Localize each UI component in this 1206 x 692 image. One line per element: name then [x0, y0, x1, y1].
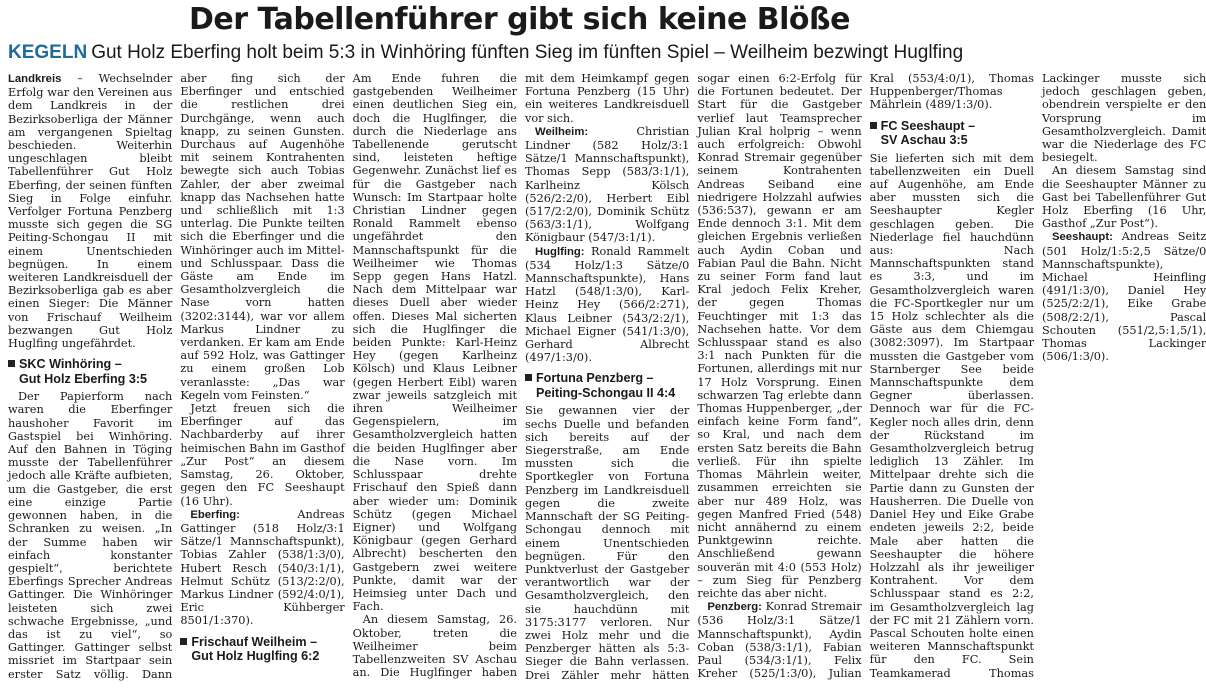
section-heading-line1: Fortuna Penzberg – [535, 371, 654, 386]
square-bullet-icon [8, 360, 15, 367]
section-heading-winhoering [8, 357, 172, 386]
section-heading-line1: Frischauf Weilheim – [191, 634, 318, 649]
results-weilheim [525, 125, 689, 245]
section-heading-line2: Gut Holz Eberfing 3:5 [19, 371, 148, 386]
results-huglfing [525, 245, 689, 365]
square-bullet-icon [525, 374, 532, 381]
results-label: Weilheim: [534, 125, 589, 138]
paragraph: Jetzt freuen sich die Eberfinger auf das Nachbarderby auf ihrer heimischen Bahn im Gasthof „Zur Post“ an diesem Samstag, 26. Oktober, gegen den FC Seeshaupt (16 Uhr). [180, 402, 345, 508]
paragraph: Am Ende fuhren die gastgebenden Weilheimer einen deutlichen Sieg ein, doch die Huglfinger, die durch die Niederlage ans Tabellenende gerutscht sind, leisteten heftige Gegenwehr. Zunächst lief es für die Gastgeber nach Wunsch: Im Startpaar holte Christian Lindner gegen Ronald Rammelt ebenso ungefährdet den Mannschaftspunkt für die Weilheimer wie Thomas Sepp gegen Hans Hatzl. Nach dem Mittelpaar war dieses Duell aber wieder offen. Dieses Mal sicherten sich die Huglfinger die beiden Punkte: Karl-Heinz Hey (gegen Karlheinz Kölsch) und Klaus Leibner (gegen Herbert Eibl) waren zwar jeweils satzgleich mit ihren Weilheimer Gegenspielern, im Gesamtholzvergleich hatten die beiden Huglfinger aber die Nase vorn. Im Schlusspaar drehte Frischauf den Spieß dann aber wieder um: Dominik Schütz (gegen Michael Eigner) und Wolfgang Königbaur (gegen Gerhard Albrecht) bescherten den Gastgebern zwei weitere Punkte, damit war der Heimsieg unter Dach und Fach. [352, 72, 517, 614]
article-columns [8, 72, 1206, 690]
kicker-kegeln: KEGELN [8, 42, 88, 63]
dateline: Landkreis [8, 73, 62, 85]
results-text: Andreas Gattinger (518 Holz/3:1 Sätze/1 Mannschaftspunkt), Tobias Zahler (538/1:3/0), Hubert Resch (540/3:1/1), Helmut Schütz (513/2:2/0), Markus Lindner (592/4:0/1), Eric Kühberger 8501/1:370). [180, 507, 345, 628]
paragraph: An diesem Samstag, 26. Oktober, treten die Weilheimer beim Tabellenzweiten SV Aschau an. Die Huglfinger haben mit dem Heimkampf gegen Fortuna Penzberg (15 Uhr) ein weiteres Landkreisduell vor sich. [352, 72, 690, 680]
section-heading-line1: SKC Winhöring – [19, 357, 122, 372]
intro-text: – Wechselnder Erfolg war den Vereinen aus dem Landkreis in der Bezirksoberliga der Männer am vergangenen Spieltag beschieden. Weiterhin ungeschlagen bleibt Tabellenführer Gut Holz Eberfing, der seinen fünften Sieg in Folge einfuhr. Verfolger Fortuna Penzberg musste sich gegen die SG Peiting-Schongau II mit einem Unentschieden begnügen. In einem weiteren Landkreisduell der Bezirksoberliga gab es aber einen Sieger: Die Männer von Frischauf Weilheim bezwangen Gut Holz Huglfing ungefährdet. [8, 72, 173, 351]
square-bullet-icon [180, 638, 187, 645]
results-label: Eberfing: [190, 508, 240, 521]
paragraph: Der Papierform nach waren die Eberfinger haushoher Favorit im Gastspiel bei Winhöring. Auf den Bahnen in Töging musste der Tabellenführer jedoch alle Kräfte aufbieten, um die Gastgeber, die erst eine einzige Partie gewonnen haben, in die Schranken zu weisen. „In der Summe haben wir einfach konstanter gespielt“, berichtete Eberfings Sprecher Andreas Gattinger. Die Winhöringer leisteten sich zwei schwache Ergebnisse, „und das ist zu viel“, so Gattinger. Gattinger selbst missriet im Startpaar sein erster Satz völlig. Dann aber fing sich der Eberfinger und entschied die restlichen drei Durchgänge, wenn auch knapp, zu seinen Gunsten. Durchaus auf Augenhöhe mit seinem Kontrahenten bewegte sich auch Tobias Zahler, der aber zweimal knapp das Nachsehen hatte und schließlich mit 1:3 unterlag. Die Punkte teilten sich die Eberfinger und die Winhöringer auch im Mittel- und Schlusspaar. Dass die Gäste am Ende im Gesamtholzvergleich die Nase vorn hatten (3202:3144), war vor allem Markus Lindner zu verdanken. Er kam am Ende auf 592 Holz, was Gattinger zu einem großen Lob veranlasste: „Das war Kegeln vom Feinsten.“ [8, 72, 345, 681]
subheadline [8, 42, 1033, 64]
paragraph: Sie gewannen vier der sechs Duelle und befanden sich bereits auf der Siegerstraße, am Ende mussten sich die Sportkegler von Fortuna Penzberg im Landkreisduell gegen die zweite Mannschaft der SG Peiting-Schongau dennoch mit einem Unentschieden begnügen. Für den Punktverlust der Gastgeber verantwortlich war der Gesamtholzvergleich, den sie hauchdünn mit 3175:3177 verloren. Nur zwei Holz mehr und die Penzberger hätten als 5:3-Sieger die Bahn verlassen. Drei Zähler mehr hätten sogar einen 6:2-Erfolg für die Fortunen bedeutet. Der Start für die Gastgeber verlief laut Teamsprecher Julian Kral holprig – wenn auch erfolgreich: Obwohl Konrad Stremair gegenüber seinem Kontrahenten Andreas Seiband eine niedrigere Holzzahl aufwies (536:537), gewann er am Ende dennoch 3:1. Mit dem gleichen Ergebnis verließen auch Aydin Coban und Fabian Paul die Bahn. Nicht zu seiner Form fand laut Kral jedoch Felix Kreher, der gegen Thomas Feuchtinger mit 1:3 das Nachsehen hatte. Vor dem Schlusspaar stand es also 3:1 nach Punkten für die Fortunen, allerdings mit nur 17 Holz Vorsprung. Einen schwarzen Tag erlebte dann Thomas Huppenberger, „der einfach keine Form fand“, so Kral, und nach dem ersten Satz bereits die Bahn verließ. Für ihn spielte Thomas Mährlein weiter, zusammen erreichten sie aber nur 489 Holz, was gegen Manfred Fried (548) nicht annähernd zu einem Punktgewinn reichte. Anschließend gewann souverän mit 4:0 (553 Holz) – zum Sieg für Penzberg reichte das aber nicht. [524, 72, 862, 682]
section-heading-line2: SV Aschau 3:5 [880, 133, 968, 148]
paragraph: An diesem Samstag sind die Seeshaupter Männer zu Gast bei Tabellenführer Gut Holz Eberfing (16 Uhr, Gasthof „Zur Post“). [1041, 164, 1206, 231]
square-bullet-icon [870, 122, 877, 129]
results-label: Seeshaupt: [1051, 231, 1113, 244]
intro-paragraph [8, 72, 172, 350]
results-text: Konrad Stremair (536 Holz/3:1 Sätze/1 Mannschaftspunkt), Aydin Coban (538/3:1/1), Fabian Paul (534/3:1/1), Felix Kreher (525/1:3/0), Julian Kral (553/4:0/1), Thomas Huppenberger/Thomas Mährlein (489/1:3/0). [697, 72, 1034, 681]
results-label: Penzberg: [707, 601, 762, 614]
results-text: Ronald Rammelt (534 Holz/1:3 Sätze/0 Mannschaftspunkte), Hans Hatzl (548/1:3/0), Karl-Heinz Hey (566/2:271), Klaus Leibner (543/2:2/1), Michael Eigner (541/1:3/0), Gerhard Albrecht (497/1:3/0). [524, 244, 690, 365]
results-text: Andreas Seitz (501 Holz/1:5:2,5 Sätze/0 Mannschaftspunkte), Michael Heinfling (491/1:3/0), Daniel Hey (525/2:2/1), Eike Grabe (508/2:2/1), Pascal Schouten (551/2,5:1,5/1), Thomas Lackinger (506/1:3/0). [1041, 230, 1206, 364]
subheadline-text: Gut Holz Eberfing holt beim 5:3 in Winhöring fünften Sieg im fünften Spiel – Weilheim bezwingt Huglfing [91, 42, 964, 63]
results-text: Christian Lindner (582 Holz/3:1 Sätze/1 Mannschaftspunkt), Thomas Sepp (583/3:1/1), Karlheinz Kölsch (526/2:2/0), Herbert Eibl (517/2:2/0), Dominik Schütz (563/3:1/1), Wolfgang Königbaur (547/3:1/1). [524, 124, 690, 245]
results-seeshaupt [1042, 230, 1206, 363]
section-heading-weilheim [180, 635, 344, 664]
section-heading-line2: Peiting-Schongau II 4:4 [535, 385, 676, 400]
paragraph: Sie lieferten sich mit dem tabellenzweiten ein Duell auf Augenhöhe, am Ende aber mussten sich die Seeshaupter Kegler geschlagen geben. Die Niederlage fiel hauchdünn aus: Nach Mannschaftspunkten stand es 3:3, und im Gesamtholzvergleich waren die FC-Sportkegler nur um 15 Holz schlechter als die Gäste aus dem Chiemgau (3082:3097). Im Startpaar mussten die Gastgeber vom Starnberger See beide Mannschaftspunkte dem Gegner überlassen. Dennoch war für die FC-Kegler noch alles drin, denn der Rückstand im Gesamtholzvergleich betrug lediglich 13 Zähler. Im Mittelpaar drehte sich die Partie dann zu Gunsten der Hausherren. Die Duelle von Daniel Hey und Eike Grabe endeten jeweils 2:2, beide Male aber hatten die Seeshaupter die höhere Holzzahl als ihr jeweiliger Kontrahent. Vor dem Schlusspaar stand es 2:2, im Gesamtholzvergleich lag der FC mit 21 Zählern vorn. Pascal Schouten holte einen weiteren Mannschaftspunkt für den FC. Sein Teamkamerad Thomas Lackinger musste sich jedoch geschlagen geben, obendrein verspielte er den Vorsprung im Gesamtholzvergleich. Damit war die Niederlage des FC besiegelt. [869, 72, 1206, 680]
headline: Der Tabellenführer gibt sich keine Blöße [189, 2, 850, 37]
results-label: Huglfing: [534, 245, 585, 258]
section-heading-penzberg [525, 371, 689, 400]
section-heading-line2: Gut Holz Huglfing 6:2 [191, 649, 320, 664]
results-eberfing [180, 508, 344, 628]
section-heading-seeshaupt [870, 119, 1034, 148]
section-heading-line1: FC Seeshaupt – [880, 118, 976, 133]
